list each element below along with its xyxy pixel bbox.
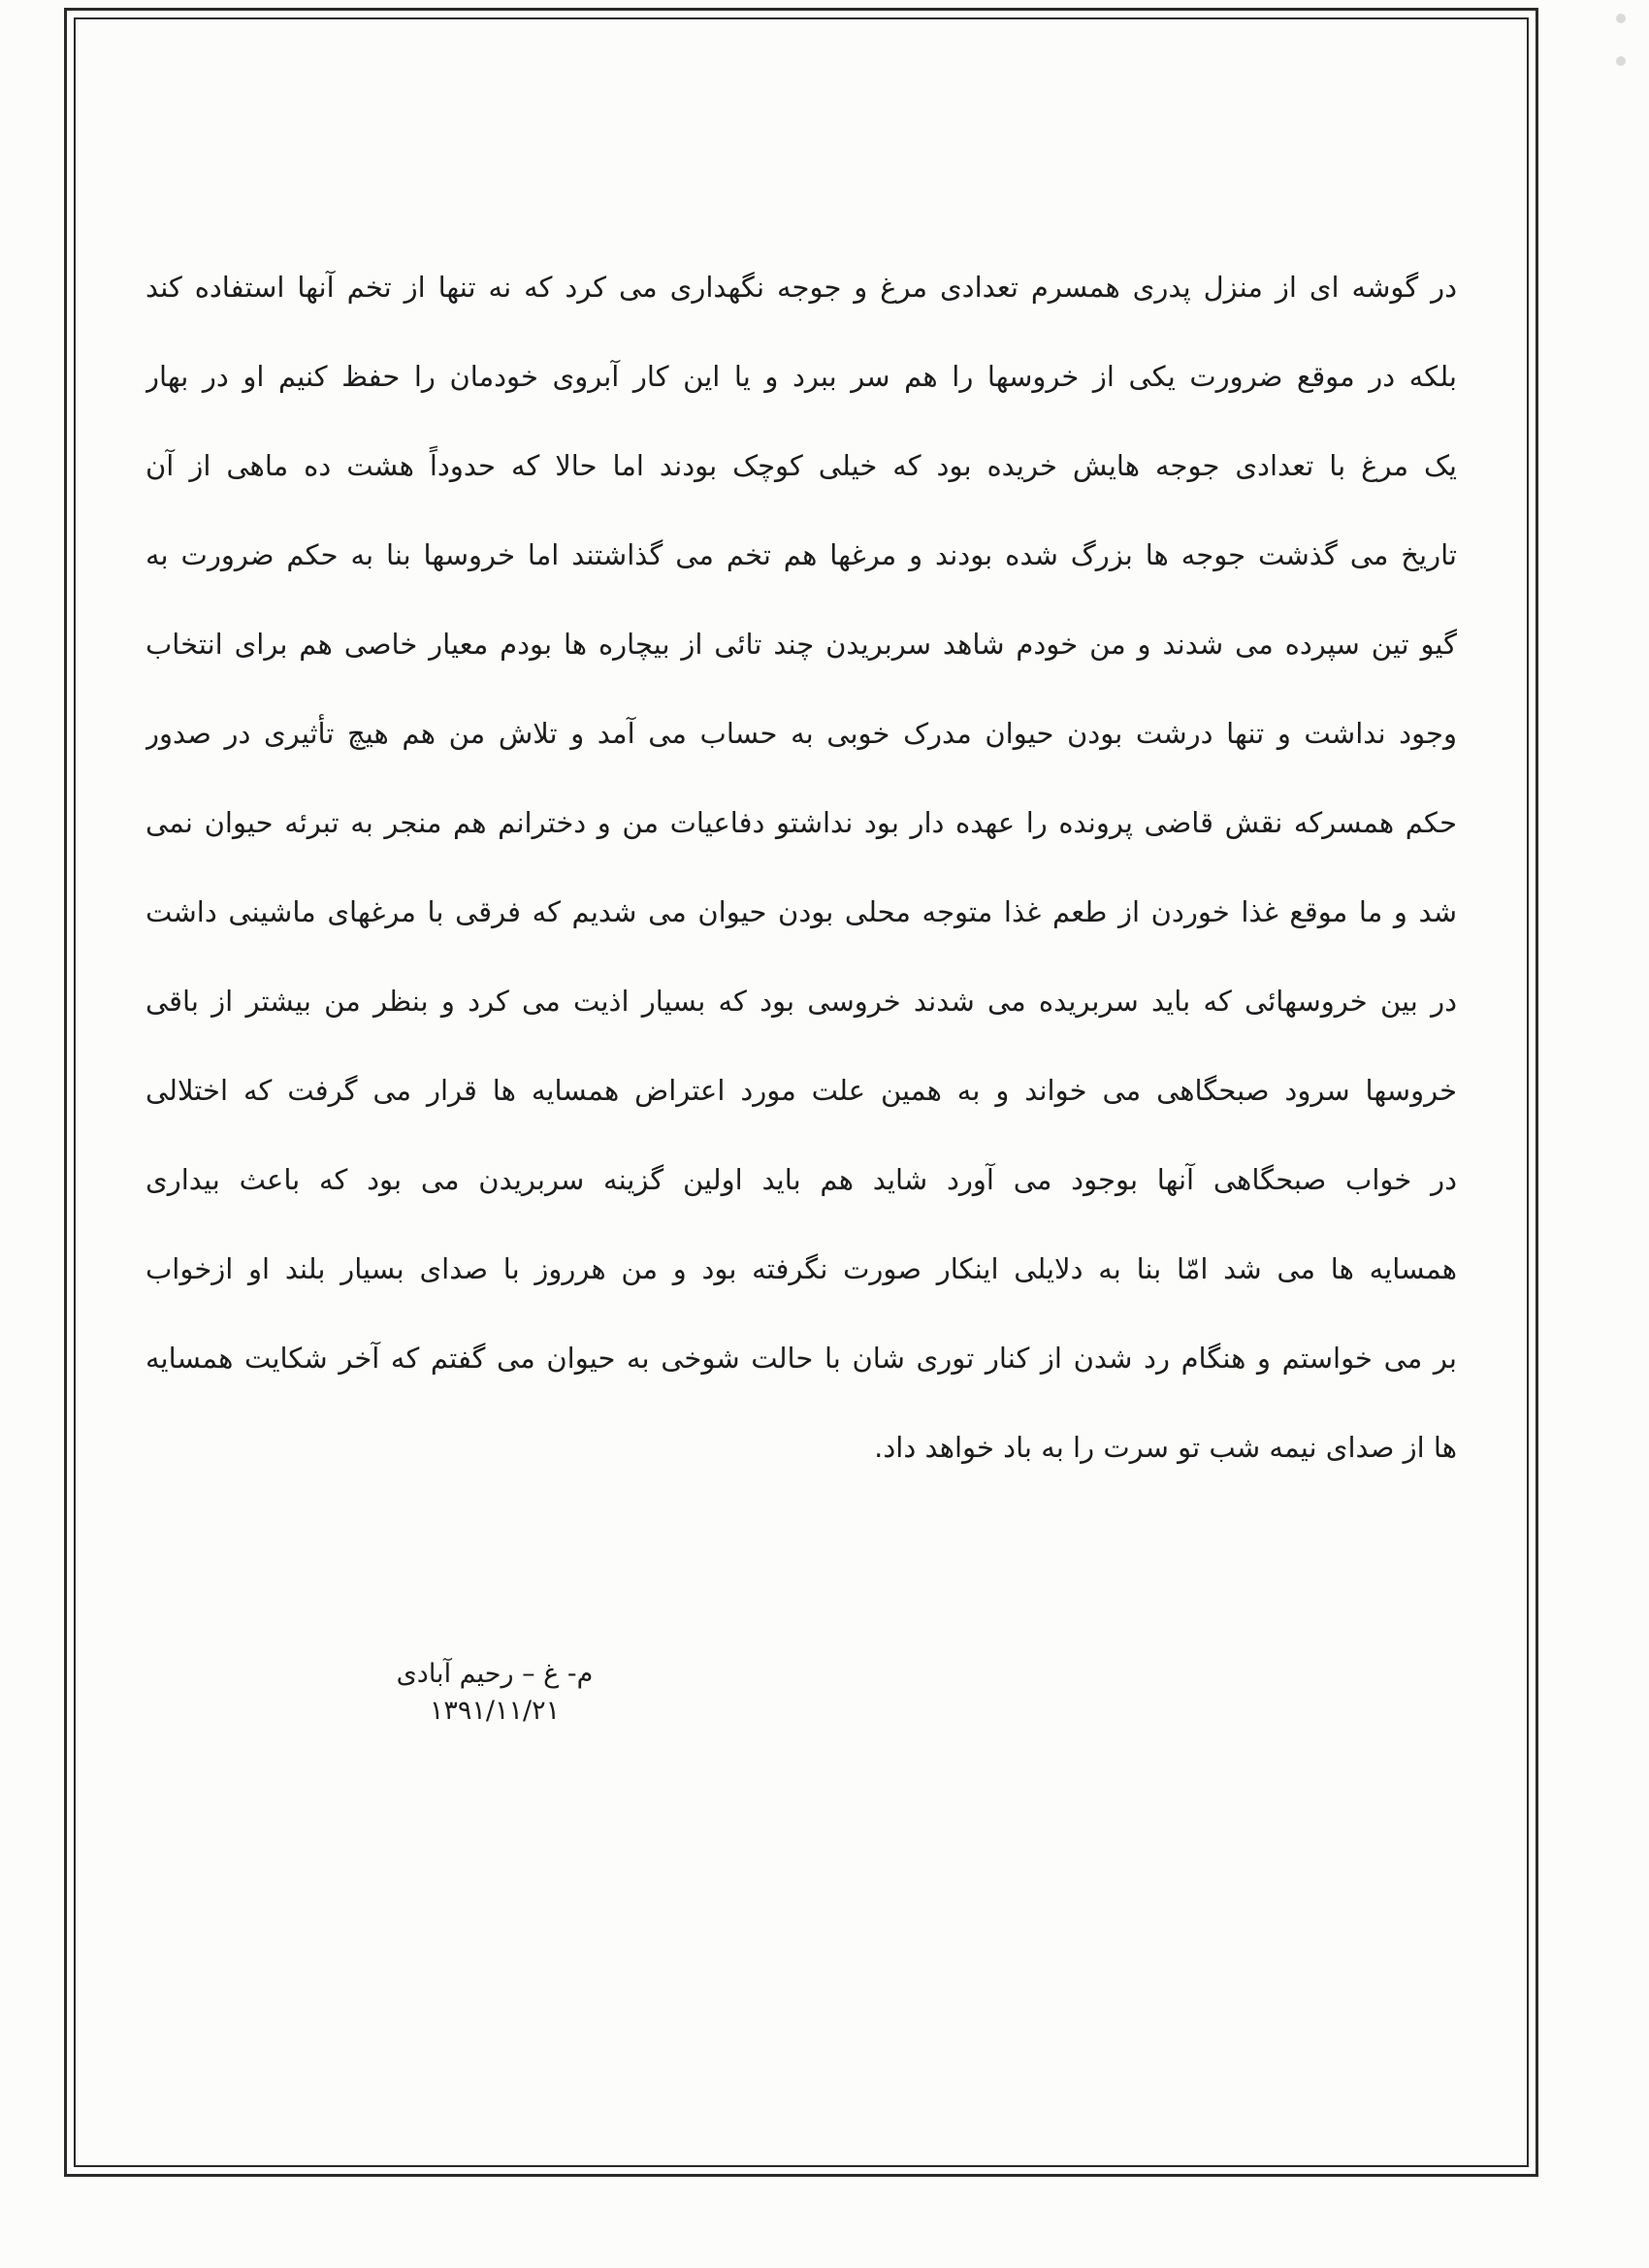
body-line: گیو تین سپرده می شدند و من خودم شاهد سربریدن چند تائی از بیچاره ها بودم معیار خاصی هم برای انتخاب <box>146 628 1457 661</box>
body-line: شد و ما موقع غذا خوردن از طعم غذا متوجه محلی بودن حیوان می شدیم که فرقی با مرغهای ماشینی داشت <box>146 895 1457 928</box>
body-line-last: ها از صدای نیمه شب تو سرت را به باد خواهد داد. <box>874 1431 1457 1464</box>
body-line: در خواب صبحگاهی آنها بوجود می آورد شاید هم باید اولین گزینه سربریدن می بود که باعث بیداری <box>146 1163 1457 1196</box>
body-line: یک مرغ با تعدادی جوجه هایش خریده بود که خیلی کوچک بودند اما حالا که حدوداً هشت ده ماهی از آن <box>146 449 1457 482</box>
scan-speck <box>1616 56 1626 66</box>
body-line: در بین خروسهائی که باید سربریده می شدند خروسی بود که بسیار اذیت می کرد و بنظر من بیشتر از باقی <box>146 985 1457 1018</box>
scan-speck <box>1616 14 1626 23</box>
body-line: حکم همسرکه نقش قاضی پرونده را عهده دار بود نداشتو دفاعیات من و دخترانم هم منجر به تبرئه حیوان نمی <box>146 806 1457 839</box>
signature-block <box>378 1655 611 1729</box>
body-line: تاریخ می گذشت جوجه ها بزرگ شده بودند و مرغها هم تخم می گذاشتند اما خروسها بنا به حکم ضرورت به <box>146 538 1457 571</box>
body-line: در گوشه ای از منزل پدری همسرم تعدادی مرغ و جوجه نگهداری می کرد که نه تنها از تخم آنها استفاده کند <box>146 271 1457 304</box>
body-line: بلکه در موقع ضرورت یکی از خروسها را هم سر ببرد و یا این کار آبروی خودمان را حفظ کنیم او در بهار <box>146 360 1457 393</box>
body-line: وجود نداشت و تنها درشت بودن حیوان مدرک خوبی به حساب می آمد و تلاش من هم هیچ تأثیری در صدور <box>146 717 1457 750</box>
author-name: م- غ – رحیم آبادی <box>396 1659 594 1689</box>
body-line: بر می خواستم و هنگام رد شدن از کنار توری شان با حالت شوخی به حیوان می گفتم که آخر شکایت همسایه <box>146 1342 1457 1375</box>
body-line: خروسها سرود صبحگاهی می خواند و به همین علت مورد اعتراض همسایه ها قرار می گرفت که اختلالی <box>146 1074 1457 1107</box>
document-body <box>146 248 1457 1498</box>
body-line: همسایه ها می شد امّا بنا به دلایلی اینکار صورت نگرفته بود و من هرروز با صدای بسیار بلند او ازخواب <box>146 1252 1457 1285</box>
document-date: ١٣٩١/١١/٢١ <box>429 1696 561 1726</box>
